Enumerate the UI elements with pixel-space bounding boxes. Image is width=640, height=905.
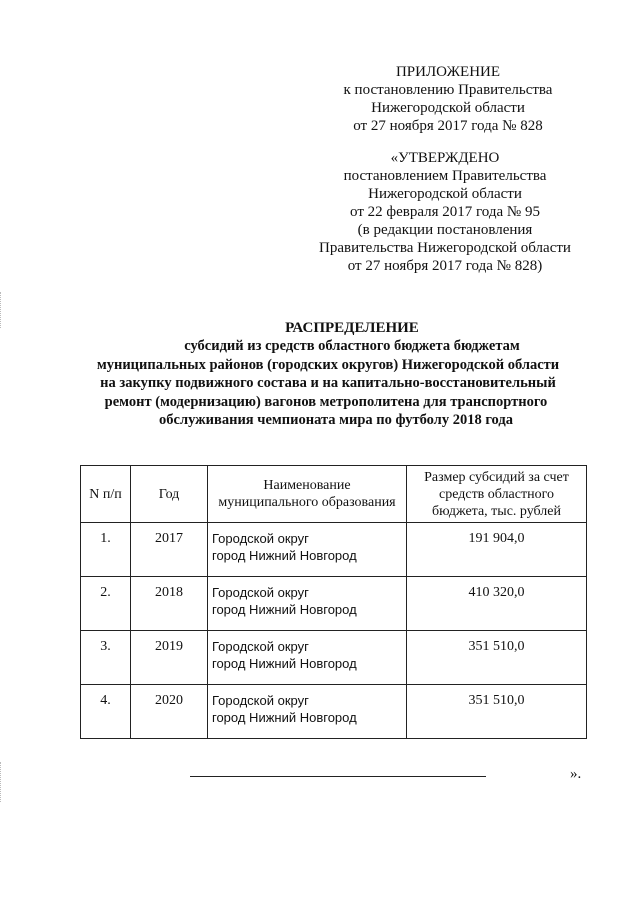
- header-amount: [407, 466, 587, 523]
- title-line: субсидий из средств областного бюджета бюджетам: [184, 338, 520, 354]
- cell-year: 2019: [131, 631, 208, 685]
- title-heading: РАСПРЕДЕЛЕНИЕ: [285, 320, 419, 336]
- appendix-line: ПРИЛОЖЕНИЕ: [395, 64, 501, 80]
- approved-line: «УТВЕРЖДЕНО: [390, 150, 500, 166]
- appendix-line: от 27 ноября 2017 года № 828: [353, 118, 543, 134]
- cell-name: [208, 577, 407, 631]
- cell-amount: 351 510,0: [407, 631, 587, 685]
- bottom-rule: [190, 776, 486, 777]
- title-line: муниципальных районов (городских округов) Нижегородской области: [96, 357, 560, 373]
- cell-year: 2018: [131, 577, 208, 631]
- header-amount-line: средств областного: [438, 486, 554, 502]
- cell-name-line: Городской округ: [212, 585, 309, 600]
- subsidy-table: [80, 465, 587, 739]
- cell-name: [208, 685, 407, 739]
- approved-line: (в редакции постановления: [357, 222, 533, 238]
- title-line: ремонт (модернизацию) вагонов метрополитена для транспортного: [104, 394, 548, 410]
- cell-name-line: город Нижний Новгород: [212, 548, 357, 563]
- scan-edge-mark: [0, 292, 3, 328]
- approved-line: от 27 ноября 2017 года № 828): [347, 258, 543, 274]
- title-line: обслуживания чемпионата мира по футболу 2018 года: [159, 412, 513, 428]
- cell-year: 2017: [131, 523, 208, 577]
- cell-num: 1.: [81, 523, 131, 577]
- cell-name-line: город Нижний Новгород: [212, 710, 357, 725]
- header-name: [208, 466, 407, 523]
- cell-num: 2.: [81, 577, 131, 631]
- cell-name-line: город Нижний Новгород: [212, 656, 357, 671]
- cell-name: [208, 631, 407, 685]
- table-row: [81, 577, 587, 631]
- cell-name-line: город Нижний Новгород: [212, 602, 357, 617]
- header-num: N п/п: [81, 466, 131, 523]
- title-line: на закупку подвижного состава и на капитально-восстановительный: [100, 375, 556, 391]
- cell-name: [208, 523, 407, 577]
- cell-name-line: Городской округ: [212, 639, 309, 654]
- cell-num: 3.: [81, 631, 131, 685]
- approved-line: Правительства Нижегородской области: [319, 240, 571, 256]
- table-row: [81, 631, 587, 685]
- table-row: [81, 685, 587, 739]
- cell-amount: 351 510,0: [407, 685, 587, 739]
- header-year: Год: [131, 466, 208, 523]
- header-amount-line: Размер субсидий за счет: [424, 469, 569, 485]
- closing-quote: ».: [570, 766, 582, 782]
- scan-edge-mark: [0, 762, 3, 802]
- cell-name-line: Городской округ: [212, 693, 309, 708]
- cell-amount: 410 320,0: [407, 577, 587, 631]
- table-header-row: [81, 466, 587, 523]
- header-name-line: Наименование: [263, 478, 351, 493]
- approved-line: постановлением Правительства: [343, 168, 547, 184]
- cell-amount: 191 904,0: [407, 523, 587, 577]
- cell-name-line: Городской округ: [212, 531, 309, 546]
- approved-line: Нижегородской области: [368, 186, 522, 202]
- header-amount-line: бюджета, тыс. рублей: [431, 503, 562, 519]
- appendix-line: к постановлению Правительства: [343, 82, 553, 98]
- cell-num: 4.: [81, 685, 131, 739]
- table-row: [81, 523, 587, 577]
- approved-line: от 22 февраля 2017 года № 95: [350, 204, 540, 220]
- header-name-line: муниципального образования: [218, 495, 396, 510]
- appendix-line: Нижегородской области: [371, 100, 525, 116]
- cell-year: 2020: [131, 685, 208, 739]
